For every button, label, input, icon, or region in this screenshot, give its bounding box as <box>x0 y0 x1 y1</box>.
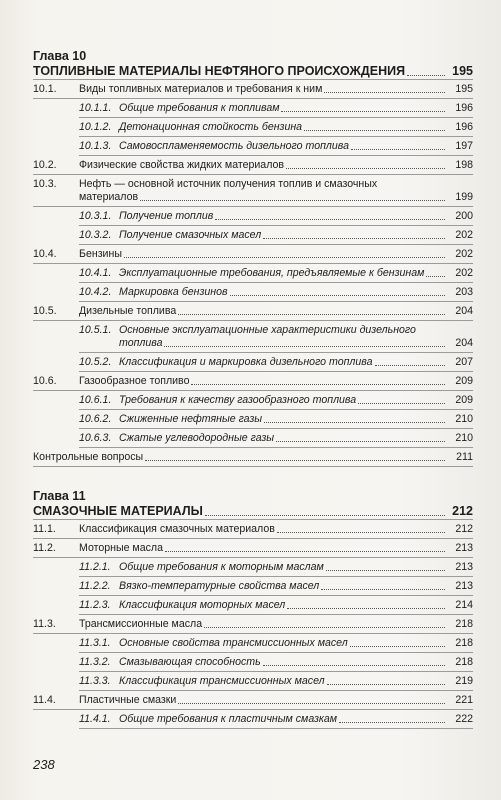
entry-title: Основные свойства трансмиссионных масел <box>119 637 348 649</box>
entry-title: Получение смазочных масел <box>119 229 262 241</box>
leader-dots <box>140 200 445 201</box>
entry-number: 10.5.1. <box>79 324 112 336</box>
entry-title: Виды топливных материалов и требования к ним <box>79 83 323 95</box>
chapter-label: Глава 10 <box>33 49 87 63</box>
entry-title: Газообразное топливо <box>79 375 190 387</box>
page-number: 202 <box>455 248 473 260</box>
chapter-10 <box>33 49 473 467</box>
page-number: 218 <box>455 656 473 668</box>
entry-title-continued: топлива <box>119 337 163 349</box>
toc-entry <box>33 156 473 174</box>
leader-dots <box>351 149 445 150</box>
entry-number: 10.3. <box>33 178 57 190</box>
toc-entry <box>33 321 473 352</box>
page-number: 204 <box>455 305 473 317</box>
entry-title: Общие требования к моторным маслам <box>119 561 324 573</box>
entry-title: Трансмиссионные масла <box>79 618 203 630</box>
toc-entry <box>33 577 473 595</box>
leader-dots <box>264 422 445 423</box>
chapter-title: ТОПЛИВНЫЕ МАТЕРИАЛЫ НЕФТЯНОГО ПРОИСХОЖДЕНИЯ <box>33 64 406 78</box>
page-number: 219 <box>455 675 473 687</box>
leader-dots <box>350 646 445 647</box>
toc-entry <box>33 226 473 244</box>
toc-entry <box>33 80 473 98</box>
entry-number: 11.2.2. <box>79 580 111 592</box>
chapter-entries <box>33 520 473 729</box>
entry-number: 11.2. <box>33 542 56 554</box>
toc-entry <box>33 302 473 320</box>
leader-dots <box>277 532 445 533</box>
leader-dots <box>215 219 445 220</box>
entry-title: Детонационная стойкость бензина <box>119 121 303 133</box>
page-number: 218 <box>455 618 473 630</box>
entry-title: Вязко-температурные свойства масел <box>119 580 320 592</box>
entry-number: 10.4. <box>33 248 57 260</box>
entry-title: Эксплуатационные требования, предъявляемые к бензинам <box>119 267 425 279</box>
leader-dots <box>286 168 445 169</box>
entry-title: Основные эксплуатационные характеристики дизельного <box>119 324 416 336</box>
page-number: 195 <box>452 64 473 78</box>
leader-dots <box>124 257 445 258</box>
entry-title-continued: материалов <box>79 191 139 203</box>
leader-dots <box>230 295 445 296</box>
page-number: 195 <box>455 83 473 95</box>
page-number: 213 <box>455 561 473 573</box>
entry-title: Контрольные вопросы <box>33 451 144 463</box>
leader-dots <box>375 365 446 366</box>
entry-title: Классификация трансмиссионных масел <box>119 675 325 687</box>
entry-title: Физические свойства жидких материалов <box>79 159 285 171</box>
entry-number: 11.4. <box>33 694 56 706</box>
toc-entry <box>33 118 473 136</box>
entry-title: Смазывающая способность <box>119 656 261 668</box>
entry-title: Требования к качеству газообразного топлива <box>119 394 357 406</box>
page-number: 209 <box>455 375 473 387</box>
page-number: 210 <box>455 432 473 444</box>
toc-entry <box>33 710 473 728</box>
leader-dots <box>326 570 445 571</box>
toc-entry <box>33 558 473 576</box>
toc-entry <box>33 653 473 671</box>
entry-title: Получение топлив <box>119 210 214 222</box>
leader-dots <box>263 665 445 666</box>
leader-dots <box>287 608 445 609</box>
toc-entry <box>33 410 473 428</box>
page-number: 197 <box>455 140 473 152</box>
toc-entry <box>33 391 473 409</box>
toc-entry <box>33 691 473 709</box>
leader-dots <box>426 276 445 277</box>
entry-number: 11.2.1. <box>79 561 111 573</box>
leader-dots <box>178 314 445 315</box>
chapter-title-row <box>33 63 473 79</box>
page-number: 196 <box>455 121 473 133</box>
entry-number: 11.3.1. <box>79 637 111 649</box>
leader-dots <box>164 346 445 347</box>
leader-dots <box>145 460 445 461</box>
toc-entry <box>33 283 473 301</box>
toc-entry <box>33 207 473 225</box>
leader-dots <box>304 130 445 131</box>
leader-dots <box>407 75 445 76</box>
leader-dots <box>178 703 445 704</box>
entry-title: Общие требования к топливам <box>119 102 280 114</box>
entry-number: 11.1. <box>33 523 56 535</box>
toc-entry <box>33 372 473 390</box>
page-number: 202 <box>455 229 473 241</box>
entry-number: 11.2.3. <box>79 599 111 611</box>
page-number: 202 <box>455 267 473 279</box>
chapter-11 <box>33 489 473 729</box>
page-number: 210 <box>455 413 473 425</box>
leader-dots <box>327 684 445 685</box>
leader-dots <box>204 627 445 628</box>
page-number: 204 <box>455 337 473 349</box>
entry-number: 10.1. <box>33 83 57 95</box>
toc-entry <box>33 353 473 371</box>
entry-title: Нефть — основной источник получения топлив и смазочных <box>79 178 378 190</box>
toc-entry <box>33 672 473 690</box>
page-number: 207 <box>455 356 473 368</box>
entry-number: 10.4.2. <box>79 286 112 298</box>
entry-title: Дизельные топлива <box>79 305 177 317</box>
leader-dots <box>321 589 445 590</box>
page-number: 209 <box>455 394 473 406</box>
page-number: 212 <box>455 523 473 535</box>
leader-dots <box>276 441 445 442</box>
entry-title: Классификация моторных масел <box>119 599 286 611</box>
chapter-title: СМАЗОЧНЫЕ МАТЕРИАЛЫ <box>33 504 203 518</box>
entry-title: Сжатые углеводородные газы <box>119 432 275 444</box>
entry-number: 11.4.1. <box>79 713 111 725</box>
leader-dots <box>191 384 445 385</box>
page-number: 198 <box>455 159 473 171</box>
entry-title: Пластичные смазки <box>79 694 177 706</box>
entry-number: 10.6.3. <box>79 432 112 444</box>
leader-dots <box>281 111 445 112</box>
toc-entry <box>33 539 473 557</box>
toc-entry <box>33 99 473 117</box>
page-number: 211 <box>456 451 473 463</box>
chapter-title-row <box>33 503 473 519</box>
toc-entry <box>33 264 473 282</box>
toc-entry <box>33 175 473 206</box>
toc-entry <box>33 615 473 633</box>
leader-dots <box>358 403 445 404</box>
leader-dots <box>165 551 445 552</box>
folio-page-number: 238 <box>33 757 55 772</box>
entry-number: 10.1.3. <box>79 140 112 152</box>
entry-number: 10.6.1. <box>79 394 112 406</box>
toc-entry <box>33 634 473 652</box>
entry-title: Бензины <box>79 248 122 260</box>
chapter-entries <box>33 80 473 467</box>
entry-title: Самовоспламеняемость дизельного топлива <box>119 140 349 152</box>
toc-entry <box>33 448 473 466</box>
entry-number: 10.5. <box>33 305 57 317</box>
page-number: 213 <box>455 580 473 592</box>
entry-number: 10.3.2. <box>79 229 112 241</box>
entry-title: Моторные масла <box>79 542 163 554</box>
entry-number: 11.3. <box>33 618 56 630</box>
leader-dots <box>324 92 445 93</box>
page-number: 213 <box>455 542 473 554</box>
page-number: 214 <box>455 599 473 611</box>
page-number: 218 <box>455 637 473 649</box>
entry-number: 11.3.3. <box>79 675 111 687</box>
divider <box>79 728 473 729</box>
entry-number: 10.6.2. <box>79 413 112 425</box>
page-number: 199 <box>455 191 473 203</box>
entry-title: Сжиженные нефтяные газы <box>119 413 263 425</box>
entry-number: 10.3.1. <box>79 210 112 222</box>
toc-entry <box>33 429 473 447</box>
entry-number: 10.2. <box>33 159 57 171</box>
entry-title: Классификация смазочных материалов <box>79 523 275 535</box>
entry-title: Маркировка бензинов <box>119 286 228 298</box>
table-of-contents <box>33 49 473 729</box>
page-number: 196 <box>455 102 473 114</box>
leader-dots <box>205 515 445 516</box>
page-number: 222 <box>455 713 473 725</box>
leader-dots <box>263 238 445 239</box>
toc-entry <box>33 596 473 614</box>
page-number: 221 <box>455 694 473 706</box>
entry-number: 10.5.2. <box>79 356 112 368</box>
page-number: 203 <box>455 286 473 298</box>
entry-number: 10.1.2. <box>79 121 112 133</box>
entry-number: 10.1.1. <box>79 102 112 114</box>
entry-title: Общие требования к пластичным смазкам <box>119 713 338 725</box>
toc-entry <box>33 520 473 538</box>
entry-title: Классификация и маркировка дизельного топлива <box>119 356 373 368</box>
page-number: 200 <box>455 210 473 222</box>
entry-number: 10.6. <box>33 375 57 387</box>
toc-entry <box>33 137 473 155</box>
toc-entry <box>33 245 473 263</box>
entry-number: 10.4.1. <box>79 267 112 279</box>
page-number: 212 <box>452 504 473 518</box>
entry-number: 11.3.2. <box>79 656 111 668</box>
leader-dots <box>339 722 445 723</box>
chapter-label: Глава 11 <box>33 489 86 503</box>
